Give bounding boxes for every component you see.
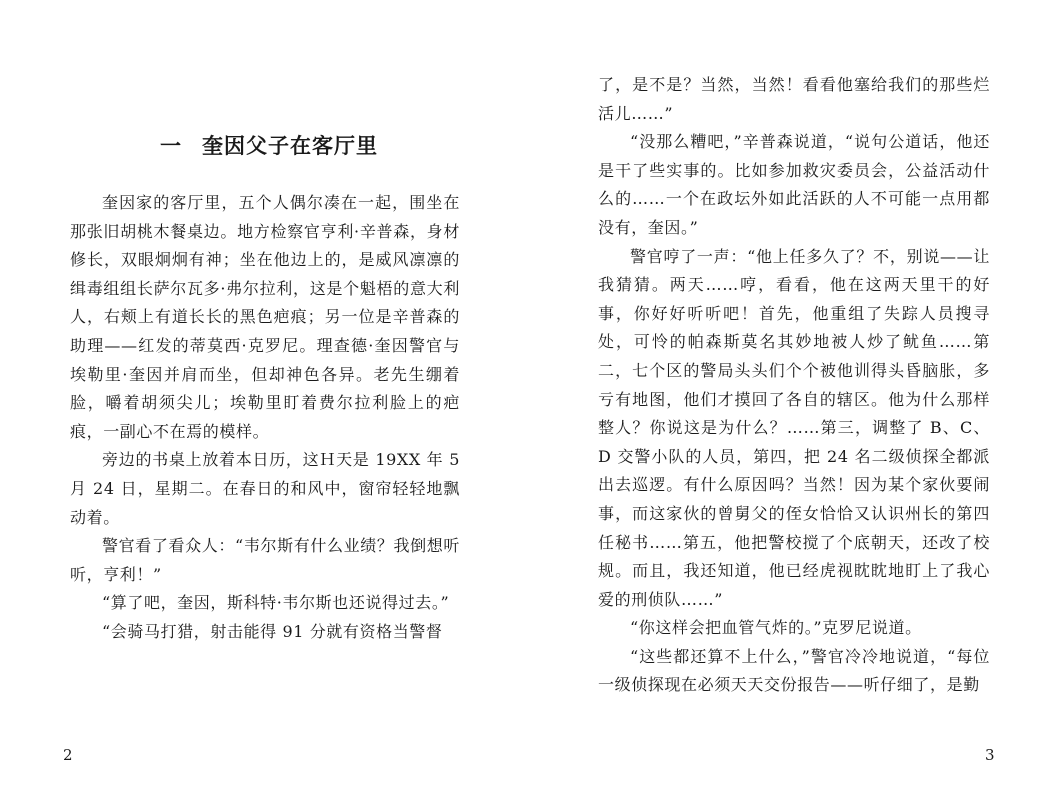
page-number: 3 — [985, 746, 995, 764]
page-number: 2 — [63, 746, 73, 764]
paragraph-continuation: 了，是不是？当然，当然！看看他塞给我们的那些烂活儿……” — [598, 75, 990, 123]
paragraph: 警官看了看众人：“韦尔斯有什么业绩？我倒想听听，亨利！” — [70, 536, 460, 584]
right-page-body — [598, 71, 990, 700]
paragraph: “没那么糟吧，”辛普森说道，“说句公道话，他还是干了些实事的。比如参加救灾委员会，公益活动什么的……一个在政坛外如此活跃的人不可能一点用都没有，奎因。” — [598, 132, 990, 237]
paragraph: “这些都还算不上什么，”警官冷冷地说道，“每位一级侦探现在必须天天交份报告——听仔细了，是勤 — [598, 646, 990, 695]
paragraph: “算了吧，奎因，斯科特·韦尔斯也还说得过去。” — [102, 593, 450, 613]
paragraph: 警官哼了一声：“他上任多久了？不，别说——让我猜猜。两天……哼，看看，他在这两天里干的好事，你好好听听吧！首先，他重组了失踪人员搜寻处，可怜的帕森斯莫名其妙地被人炒了鱿鱼……第二，七个区的警局头头们个个被他训得头昏脑胀，多亏有地图，他们才摸回了各自的辖区。他为什么那样整人？你说这是为什么？……第三，调整了 B、C、D 交警小队的人员，第四，把 24 名二级侦探全都派出去巡逻。有什么原因吗？当然！因为某个家伙要闹事，而这家伙的曾舅父的侄女恰恰又认识州长的第四任秘书……第五，他把警校搅了个底朝天，还改了校规。而且，我还知道，他已经虎视眈眈地盯上了我心爱的刑侦队……” — [598, 246, 990, 609]
right-page — [529, 0, 1058, 793]
paragraph: “会骑马打猎，射击能得 91 分就有资格当警督 — [102, 621, 443, 641]
chapter-number: 一 — [160, 133, 182, 158]
chapter-title-text: 奎因父子在客厅里 — [202, 133, 378, 158]
paragraph: 旁边的书桌上放着本日历，这Ｈ天是 19XX 年 5 月 24 日，星期二。在春日的和风中，窗帘轻轻地飘动着。 — [70, 450, 460, 527]
left-page-body — [70, 189, 460, 647]
paragraph: 奎因家的客厅里，五个人偶尔凑在一起，围坐在那张旧胡桃木餐桌边。地方检察官亨利·辛普森，身材修长，双眼炯炯有神；坐在他边上的，是威风凛凛的缉毒组组长萨尔瓦多·弗尔拉利，这是个魁梧的意大利人，右颊上有道长长的黑色疤痕；另一位是辛普森的助理——红发的蒂莫西·克罗尼。理查德·奎因警官与埃勒里·奎因并肩而坐，但却神色各异。老先生绷着脸，嚼着胡须尖儿；埃勒里盯着费尔拉利脸上的疤痕，一副心不在焉的模样。 — [70, 193, 460, 441]
paragraph: “你这样会把血管气炸的。”克罗尼说道。 — [630, 618, 922, 638]
chapter-title — [160, 130, 378, 160]
